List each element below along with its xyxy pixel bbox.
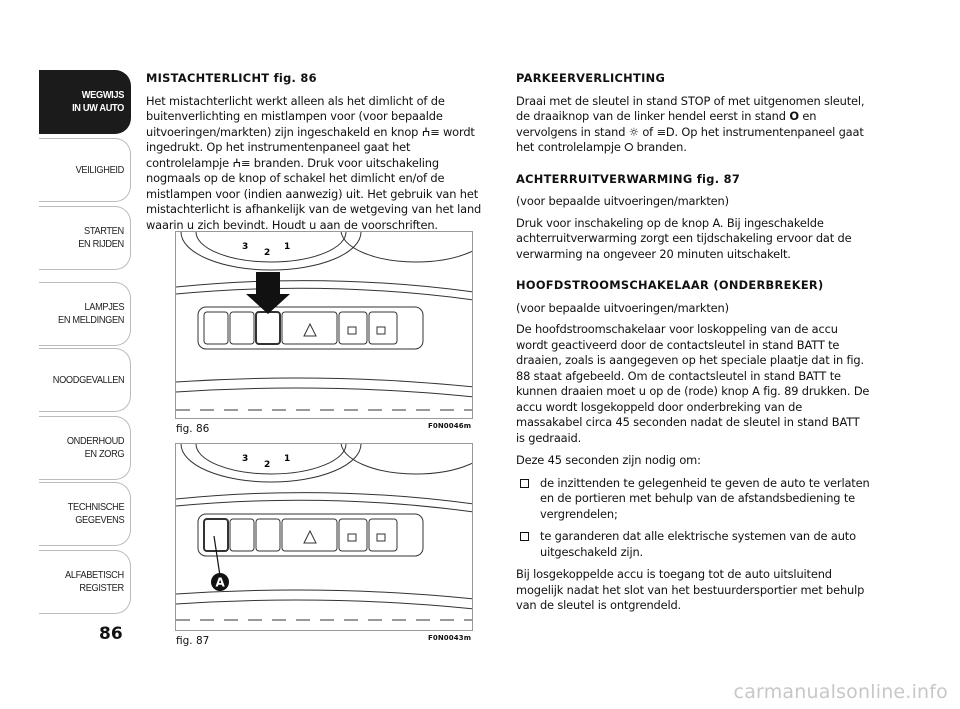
page-number: 86 bbox=[99, 624, 123, 644]
figure-86-caption: fig. 86 bbox=[176, 423, 210, 435]
tab-label: LAMPJES EN MELDINGEN bbox=[57, 301, 124, 326]
rear-heating-heading: ACHTERRUITVERWARMING fig. 87 bbox=[516, 171, 741, 186]
watermark: carmanualsonline.info bbox=[733, 681, 948, 703]
figure-86 bbox=[175, 231, 473, 419]
callout-a-label: A bbox=[215, 575, 225, 590]
arrow-icon bbox=[246, 272, 290, 314]
gauge-number-1: 1 bbox=[284, 242, 291, 252]
right-column bbox=[516, 71, 870, 621]
rear-fog-light-icon: ⵄ≡ bbox=[421, 124, 440, 139]
tab-label: NOODGEVALLEN bbox=[52, 373, 124, 386]
gauge-number-2: 2 bbox=[264, 248, 271, 258]
tab-label: WEGWIJS IN UW AUTO bbox=[72, 89, 124, 114]
tab-onderhoud[interactable] bbox=[39, 416, 131, 480]
fog-paragraph: Het mistachterlicht werkt alleen als het dimlicht of de buitenverlichting en mistlampen voor (voor bepaalde uitvoeringen/markten) zijn ingeschakeld en knop ⵄ≡ wordt ingedrukt. Op het instrumentenpaneel gaat het controlelampje ⵄ≡ branden. Druk voor uitschakeling nogmaals op de knop of schakel het dimlicht en/of de mistlampen voor (indien aanwezig) uit. Het gebruik van het mistachterlicht is afhankelijk van de wetgeving van het land waarin u zich bevindt. Houdt u aan de voorschriften. bbox=[146, 93, 482, 232]
rear-heating-subtitle: (voor bepaalde uitvoeringen/markten) bbox=[516, 194, 729, 208]
tab-label: STARTEN EN RIJDEN bbox=[78, 225, 124, 250]
checkbox-bullet-icon bbox=[520, 532, 529, 541]
sidelight-icon: ☼ bbox=[628, 124, 639, 139]
list-item: te garanderen dat alle elektrische systemen van de auto uitgeschakeld zijn. bbox=[516, 529, 870, 560]
figure-87-caption: fig. 87 bbox=[176, 635, 210, 647]
dipped-beam-icon: ≡D bbox=[656, 124, 675, 139]
gauge-number-1: 1 bbox=[284, 454, 291, 464]
tab-wegwijs[interactable] bbox=[39, 70, 131, 134]
tab-technische[interactable] bbox=[39, 482, 131, 546]
gauge-number-3: 3 bbox=[242, 242, 249, 252]
gauge-number-3: 3 bbox=[242, 454, 249, 464]
main-switch-subtitle: (voor bepaalde uitvoeringen/markten) bbox=[516, 300, 729, 315]
main-switch-paragraph: De hoofdstroomschakelaar voor loskoppeling van de accu wordt geactiveerd door de contactsleutel in stand BATT te draaien, zoals is aangegeven op het speciale plaatje dat in fig. 88 staat afgebeeld. Om de contactsleutel in stand BATT te kunnen draaien moet u op de (rode) knop A fig. 89 drukken. De accu wordt losgekoppeld door onderbreking van de massakabel circa 45 seconden nadat de sleutel in stand BATT is gedraaid. bbox=[516, 322, 870, 445]
main-switch-intro: Deze 45 seconden zijn nodig om: bbox=[516, 453, 701, 467]
section-heading: MISTACHTERLICHT fig. 86 bbox=[146, 71, 317, 85]
figure-86-code: F0N0046m bbox=[428, 422, 472, 430]
tab-starten[interactable] bbox=[39, 206, 131, 270]
left-column bbox=[146, 71, 482, 240]
tab-label: TECHNISCHE GEGEVENS bbox=[67, 501, 124, 526]
parking-paragraph: Draai met de sleutel in stand STOP of met uitgenomen sleutel, de draaiknop van de linker hendel eerst in stand O en vervolgens in stand ☼ of ≡D. Op het instrumentenpaneel gaat het controlelampje ⭘ branden. bbox=[516, 93, 865, 154]
dashboard-switch-panel-illustration bbox=[176, 232, 473, 419]
dashboard-rear-window-heating-illustration bbox=[176, 444, 473, 631]
checkbox-bullet-icon bbox=[520, 479, 529, 488]
figure-87-code: F0N0043m bbox=[428, 634, 472, 642]
rear-heating-paragraph: Druk voor inschakeling op de knop A. Bij ingeschakelde achterruitverwarming zorgt een tijdschakeling ervoor dat de verwarming na ongeveer 20 minuten uitschakelt. bbox=[516, 215, 852, 261]
figure-87 bbox=[175, 443, 473, 631]
tab-alfabetisch[interactable] bbox=[39, 550, 131, 614]
main-switch-heading: HOOFDSTROOMSCHAKELAAR (ONDERBREKER) bbox=[516, 278, 824, 292]
tab-lampjes[interactable] bbox=[39, 282, 131, 346]
parking-light-icon: ⭘ bbox=[624, 140, 634, 154]
tab-noodgevallen[interactable] bbox=[39, 348, 131, 412]
gauge-number-2: 2 bbox=[264, 460, 271, 470]
rear-fog-light-icon: ⵄ≡ bbox=[232, 155, 251, 170]
main-switch-closing: Bij losgekoppelde accu is toegang tot de auto uitsluitend mogelijk nadat het slot van het bestuurdersportier met behulp van de sleutel is ontgrendeld. bbox=[516, 567, 865, 612]
tab-veiligheid[interactable] bbox=[39, 138, 131, 202]
tab-label: ONDERHOUD EN ZORG bbox=[66, 435, 124, 460]
parking-heading: PARKEERVERLICHTING bbox=[516, 71, 666, 85]
list-item: de inzittenden te gelegenheid te geven de auto te verlaten en de portieren met behulp van de afstandsbediening te vergrendelen; bbox=[516, 476, 870, 523]
tab-label: ALFABETISCH REGISTER bbox=[65, 569, 124, 594]
tab-label: VEILIGHEID bbox=[75, 163, 124, 176]
